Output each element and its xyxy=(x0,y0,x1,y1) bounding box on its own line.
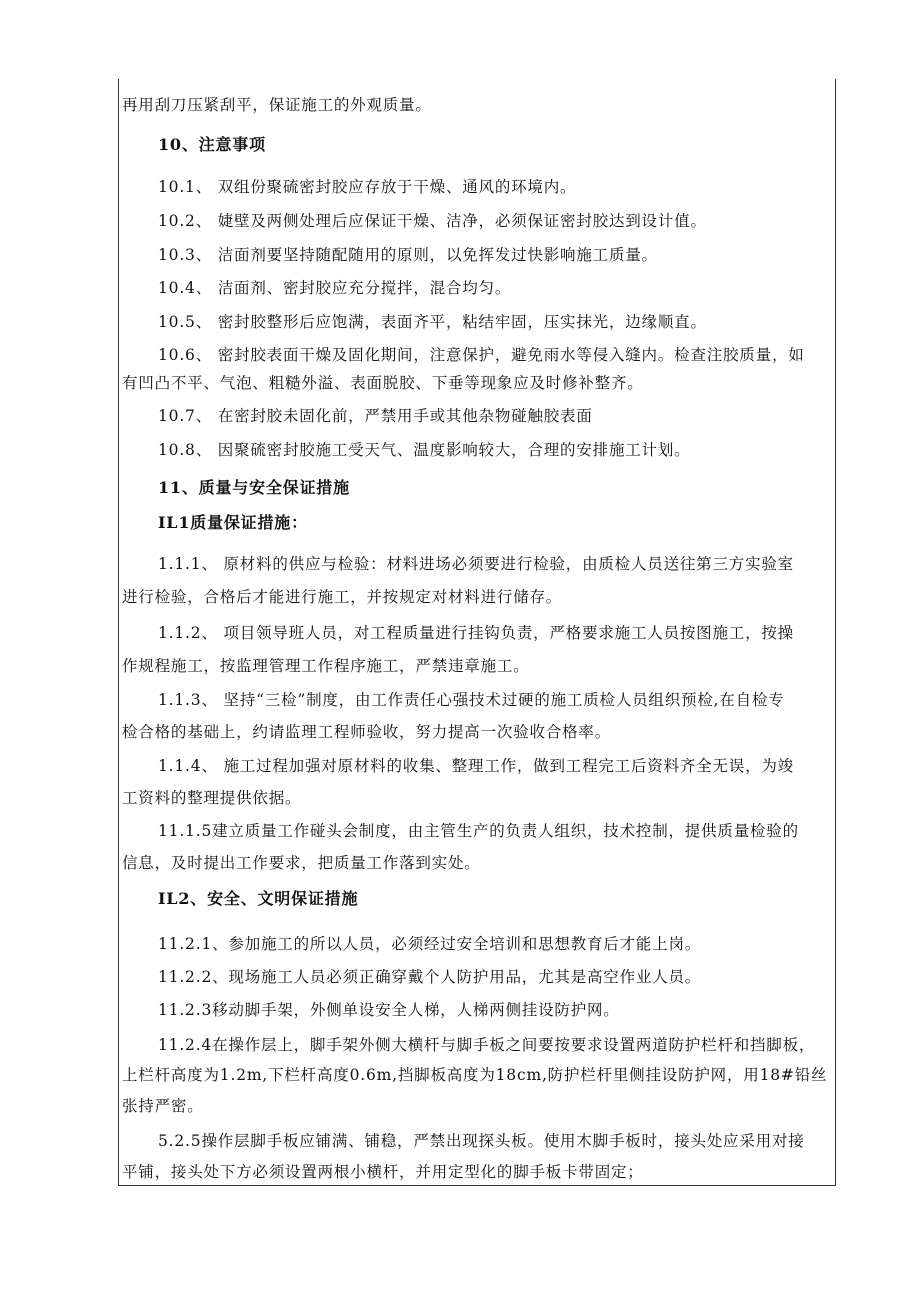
text-line: 10.2、 婕壁及两侧处理后应保证干燥、洁净，必须保证密封胶达到设计值。 xyxy=(158,212,707,230)
text-line: 进行检验，合格后才能进行施工，并按规定对材料进行储存。 xyxy=(122,588,563,606)
text-line: 信息，及时提出工作要求，把质量工作落到实处。 xyxy=(122,854,481,872)
text-line: 10.7、 在密封胶未固化前，严禁用手或其他杂物碰触胶表面 xyxy=(158,407,593,425)
text-line: 张持严密。 xyxy=(122,1097,204,1115)
text-line: 10.5、 密封胶整形后应饱满，表面齐平，粘结牢固，压实抹光，边缘顺直。 xyxy=(158,313,707,331)
text-line: 11.2.1、参加施工的所以人员，必须经过安全培训和思想教育后才能上岗。 xyxy=(158,935,702,953)
text-line: 10.8、 因聚硫密封胶施工受天气、温度影响较大，合理的安排施工计划。 xyxy=(158,441,691,459)
text-line: 10.1、 双组份聚硫密封胶应存放于干燥、通风的环境内。 xyxy=(158,178,577,196)
text-line: 10.3、 洁面剂要坚持随配随用的原则，以免挥发过快影响施工质量。 xyxy=(158,246,658,264)
text-line: 1.1.2、 项目领导班人员，对工程质量进行挂钩负责，严格要求施工人员按图施工，按操 xyxy=(158,624,794,642)
text-line: 10.6、 密封胶表面干燥及固化期间，注意保护，避免雨水等侵入缝内。检查注胶质量，如 xyxy=(158,346,805,364)
section-heading: 11、质量与安全保证措施 xyxy=(158,478,350,497)
text-line: 11.1.5建立质量工作碰头会制度，由主管生产的负责人组织，技术控制，提供质量检验的 xyxy=(158,822,799,840)
text-line: 工资料的整理提供依据。 xyxy=(122,789,302,807)
subsection-heading: IL2、安全、文明保证措施 xyxy=(158,889,359,908)
text-line: 上栏杆高度为1.2m,下栏杆高度0.6m,挡脚板高度为18cm,防护栏杆里侧挂设防护网，用18#铅丝 xyxy=(122,1066,828,1084)
text-line: 1.1.1、 原材料的供应与检验：材料进场必须要进行检验，由质检人员送往第三方实验室 xyxy=(158,555,794,573)
text-line: 10.4、 洁面剂、密封胶应充分搅拌，混合均匀。 xyxy=(158,279,512,297)
text-line: 1.1.4、 施工过程加强对原材料的收集、整理工作，做到工程完工后资料齐全无误，为竣 xyxy=(158,757,794,775)
text-line: 5.2.5操作层脚手板应铺满、铺稳，严禁出现探头板。使用木脚手板时，接头处应采用对接 xyxy=(158,1132,805,1150)
text-line: 再用刮刀压紧刮平，保证施工的外观质量。 xyxy=(122,96,432,114)
text-line: 检合格的基础上，约请监理工程师验收，努力提高一次验收合格率。 xyxy=(122,723,612,741)
text-line: 11.2.2、现场施工人员必须正确穿戴个人防护用品，尤其是高空作业人员。 xyxy=(158,968,702,986)
text-line: 作规程施工，按监理管理工作程序施工，严禁违章施工。 xyxy=(122,657,530,675)
text-line: 平铺，接头处下方必须设置两根小横杆，并用定型化的脚手板卡带固定； xyxy=(122,1163,644,1181)
text-line: 11.2.3移动脚手架，外侧单设安全人梯，人梯两侧挂设防护网。 xyxy=(158,1001,620,1019)
text-line: 有凹凸不平、气泡、粗糙外溢、表面脱胶、下垂等现象应及时修补整齐。 xyxy=(122,374,644,392)
text-line: 1.1.3、 坚持“三检”制度，由工作责任心强技术过硬的施工质检人员组织预检,在自检专 xyxy=(158,691,785,709)
subsection-heading: IL1质量保证措施： xyxy=(158,513,308,532)
text-line: 11.2.4在操作层上，脚手架外侧大横杆与脚手板之间要按要求设置两道防护栏杆和挡脚板， xyxy=(158,1036,816,1054)
section-heading: 10、注意事项 xyxy=(158,135,266,154)
